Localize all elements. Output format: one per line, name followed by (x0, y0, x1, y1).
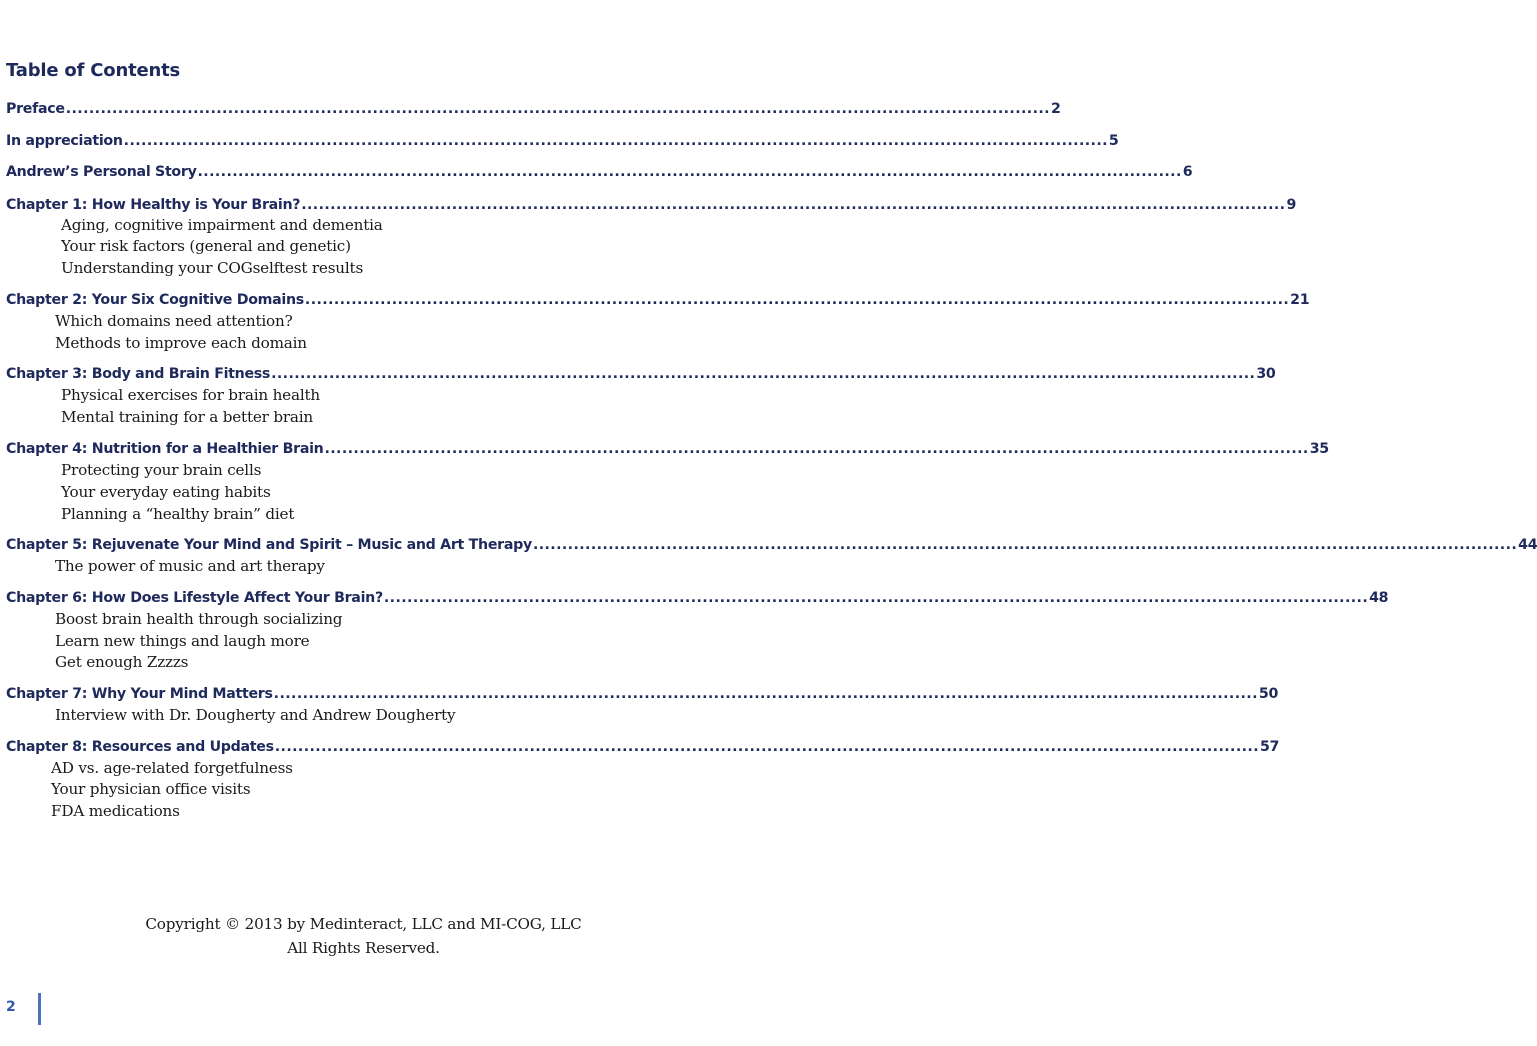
toc-entry-page: 48 (1369, 590, 1389, 606)
toc-entry-page: 57 (1259, 739, 1280, 755)
toc-entry[interactable] (6, 101, 1061, 121)
toc-dot-leader: .......................................................................................................................................................................... (271, 366, 1256, 382)
toc-entry-label: Chapter 6: How Does Lifestyle Affect Your Brain? (6, 590, 383, 606)
toc-dot-leader: .......................................................................................................................................................................... (197, 164, 1182, 180)
toc-dot-leader: .......................................................................................................................................................................... (383, 590, 1369, 606)
toc-entry-label: Preface (6, 101, 65, 117)
toc-entry-label: Chapter 8: Resources and Updates (6, 739, 274, 755)
toc-entry-page: 6 (1182, 164, 1193, 180)
toc-subtopic: Interview with Dr. Dougherty and Andrew Dougherty (55, 706, 456, 724)
toc-subtopic: Your physician office visits (51, 780, 251, 798)
toc-entry-page: 30 (1256, 366, 1276, 382)
toc-entry[interactable] (6, 739, 1280, 759)
toc-subtopic: Your everyday eating habits (61, 483, 271, 501)
toc-dot-leader: .......................................................................................................................................................................... (301, 197, 1286, 213)
toc-subtopic: Physical exercises for brain health (61, 386, 320, 404)
toc-entry[interactable] (6, 590, 1389, 610)
toc-entry-label: Chapter 3: Body and Brain Fitness (6, 366, 271, 382)
toc-entry-page: 50 (1258, 686, 1279, 702)
toc-entry-page: 5 (1108, 133, 1119, 149)
rights-line: All Rights Reserved. (287, 939, 440, 957)
toc-entry-page: 9 (1286, 197, 1297, 213)
copyright-line: Copyright © 2013 by Medinteract, LLC and MI-COG, LLC (145, 915, 582, 933)
toc-entry[interactable] (6, 686, 1279, 706)
toc-subtopic: Planning a “healthy brain” diet (61, 505, 295, 523)
toc-entry-label: Chapter 2: Your Six Cognitive Domains (6, 292, 304, 308)
toc-entry[interactable] (6, 197, 1297, 217)
toc-subtopic: Understanding your COGselftest results (61, 259, 364, 277)
toc-dot-leader: .......................................................................................................................................................................... (324, 441, 1309, 457)
toc-entry[interactable] (6, 537, 1537, 557)
toc-title: Table of Contents (6, 60, 181, 81)
toc-entry-label: Andrew’s Personal Story (6, 164, 197, 180)
toc-entry-label: Chapter 1: How Healthy is Your Brain? (6, 197, 301, 213)
toc-entry[interactable] (6, 292, 1310, 312)
toc-subtopic: Protecting your brain cells (61, 461, 262, 479)
toc-entry-label: Chapter 5: Rejuvenate Your Mind and Spirit – Music and Art Therapy (6, 537, 532, 553)
toc-entry-page: 44 (1518, 537, 1537, 553)
toc-dot-leader: .......................................................................................................................................................................... (304, 292, 1290, 308)
toc-subtopic: Boost brain health through socializing (55, 610, 343, 628)
toc-subtopic: Get enough Zzzzs (55, 653, 189, 671)
toc-subtopic: Which domains need attention? (55, 312, 293, 330)
toc-subtopic: FDA medications (51, 802, 180, 820)
toc-entry[interactable] (6, 366, 1276, 386)
toc-entry-label: Chapter 7: Why Your Mind Matters (6, 686, 273, 702)
toc-subtopic: Aging, cognitive impairment and dementia (61, 216, 383, 234)
toc-dot-leader: .......................................................................................................................................................................... (65, 101, 1050, 117)
toc-dot-leader: .......................................................................................................................................................................... (273, 686, 1258, 702)
toc-entry[interactable] (6, 133, 1119, 153)
toc-subtopic: Mental training for a better brain (61, 408, 314, 426)
toc-subtopic: AD vs. age-related forgetfulness (51, 759, 293, 777)
toc-entry-page: 21 (1290, 292, 1310, 308)
toc-entry-page: 35 (1309, 441, 1329, 457)
toc-entry-page: 2 (1050, 101, 1061, 117)
toc-subtopic: Learn new things and laugh more (55, 632, 310, 650)
toc-dot-leader: .......................................................................................................................................................................... (123, 133, 1108, 149)
toc-subtopic: Your risk factors (general and genetic) (61, 237, 351, 255)
page-number: 2 (6, 999, 16, 1015)
toc-entry[interactable] (6, 164, 1193, 184)
toc-dot-leader: .......................................................................................................................................................................... (532, 537, 1518, 553)
toc-entry-label: Chapter 4: Nutrition for a Healthier Brain (6, 441, 324, 457)
toc-entry[interactable] (6, 441, 1329, 461)
toc-subtopic: Methods to improve each domain (55, 334, 307, 352)
page-number-divider (38, 993, 41, 1025)
toc-entry-label: In appreciation (6, 133, 123, 149)
toc-dot-leader: .......................................................................................................................................................................... (274, 739, 1259, 755)
toc-subtopic: The power of music and art therapy (55, 557, 325, 575)
